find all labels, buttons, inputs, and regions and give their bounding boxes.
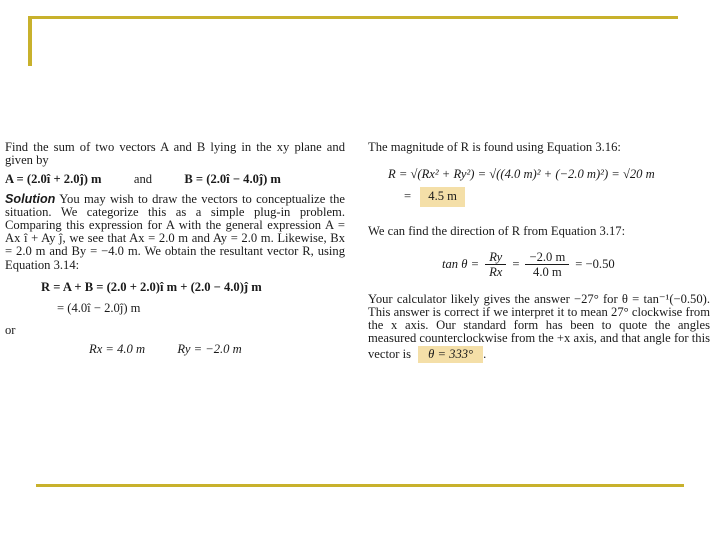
fraction-values bbox=[525, 250, 569, 279]
components-line bbox=[5, 343, 345, 356]
solution-text: You may wish to draw the vectors to conceptualize the situation. We categorize this as a simple plug-in problem. Comparing this expression for A with the general expression A = Ax î + Ay ĵ, we see that Ax = 2.0 m and Ay = 2.0 m. Likewise, Bx = 2.0 m and By = −4.0 m. We obtain the resultant vector R, using Equation 3.14: bbox=[5, 191, 345, 272]
tan-result: = −0.50 bbox=[575, 256, 615, 271]
right-column bbox=[368, 141, 710, 363]
direction-intro: We can find the direction of R from Equation 3.17: bbox=[368, 223, 626, 238]
calculator-paragraph bbox=[368, 293, 710, 363]
period: . bbox=[483, 346, 487, 361]
equation-r-result: = (4.0î − 2.0ĵ) m bbox=[57, 301, 141, 316]
equation-b: B = (2.0î − 4.0ĵ) m bbox=[184, 172, 281, 187]
fraction-denominator-value: 4.0 m bbox=[533, 264, 562, 279]
given-vectors bbox=[5, 173, 345, 186]
equation-r-sum: R = A + B = (2.0 + 2.0)î m + (2.0 − 4.0)ĵ m bbox=[41, 279, 262, 294]
magnitude-result-line bbox=[368, 187, 710, 206]
decorative-bottom-rule bbox=[36, 484, 684, 487]
solution-label: Solution bbox=[5, 191, 56, 206]
tan-equation bbox=[368, 250, 710, 279]
left-column bbox=[5, 141, 345, 357]
fraction-numerator-value: −2.0 m bbox=[525, 250, 569, 265]
fraction-numerator: Ry bbox=[485, 250, 506, 265]
equals-sign-2: = bbox=[512, 256, 520, 271]
calculator-text: Your calculator likely gives the answer −27° for θ = tan⁻¹(−0.50). This answer is correct if we interpret it to mean 27° clockwise from the x axis. Our standard form has been to quote the angles measured counterclockwise from the +x axis, and that angle for this vector is bbox=[368, 291, 710, 361]
magnitude-value-box: 4.5 m bbox=[420, 187, 465, 206]
fraction-ry-rx bbox=[485, 250, 506, 279]
fraction-denominator: Rx bbox=[489, 264, 503, 279]
magnitude-intro: The magnitude of R is found using Equation 3.16: bbox=[368, 140, 621, 154]
equation-ry: Ry = −2.0 m bbox=[177, 342, 242, 357]
and-word: and bbox=[133, 172, 153, 187]
equation-a: A = (2.0î + 2.0ĵ) m bbox=[5, 172, 102, 187]
decorative-top-rule bbox=[28, 16, 678, 19]
equals-sign: = bbox=[404, 189, 412, 204]
tan-label: tan θ = bbox=[442, 256, 480, 271]
equation-rx: Rx = 4.0 m bbox=[89, 342, 146, 357]
theta-value-box: θ = 333° bbox=[418, 346, 483, 363]
or-word: or bbox=[5, 323, 16, 338]
magnitude-equation: R = √(Rx² + Ry²) = √((4.0 m)² + (−2.0 m)²) = √20 m bbox=[388, 167, 655, 182]
solution-paragraph bbox=[5, 193, 345, 272]
decorative-corner-bar bbox=[28, 16, 32, 66]
problem-intro: Find the sum of two vectors A and B lying in the xy plane and given by bbox=[5, 140, 345, 168]
